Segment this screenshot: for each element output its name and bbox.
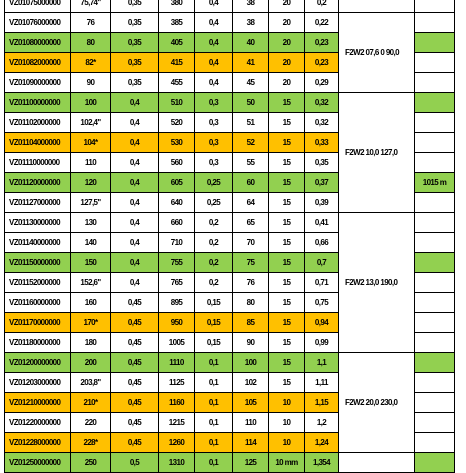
cell-price: 0,75 xyxy=(305,293,339,313)
cell-weight: 455 xyxy=(159,73,195,93)
cell-value: 110 xyxy=(233,413,269,433)
cell-tolerance: 0,1 xyxy=(195,393,233,413)
cell-code: VZ01250000000 xyxy=(5,453,71,473)
cell-price: 1,15 xyxy=(305,393,339,413)
side-cell xyxy=(415,353,455,373)
side-cell xyxy=(415,0,455,13)
cell-weight: 510 xyxy=(159,93,195,113)
cell-count: 15 xyxy=(269,313,305,333)
cell-weight: 1310 xyxy=(159,453,195,473)
cell-code: VZ01200000000 xyxy=(5,353,71,373)
cell-weight: 560 xyxy=(159,153,195,173)
table-row xyxy=(5,93,455,113)
cell-weight: 1005 xyxy=(159,333,195,353)
cell-code: VZ01180000000 xyxy=(5,333,71,353)
cell-value: 45 xyxy=(233,73,269,93)
cell-size: 220 xyxy=(71,413,111,433)
cell-thickness: 0,45 xyxy=(111,413,159,433)
cell-code: VZ01075000000 xyxy=(5,0,71,13)
cell-price: 0,32 xyxy=(305,93,339,113)
cell-value: 90 xyxy=(233,333,269,353)
cell-count: 15 xyxy=(269,213,305,233)
table-row xyxy=(5,13,455,33)
cell-count: 20 xyxy=(269,33,305,53)
cell-value: 85 xyxy=(233,313,269,333)
cell-count: 15 xyxy=(269,253,305,273)
cell-code: VZ01130000000 xyxy=(5,213,71,233)
cell-value: 55 xyxy=(233,153,269,173)
cell-price: 1,354 xyxy=(305,453,339,473)
cell-price: 0,23 xyxy=(305,33,339,53)
cell-tolerance: 0,3 xyxy=(195,153,233,173)
cell-size: 110 xyxy=(71,153,111,173)
cell-tolerance: 0,15 xyxy=(195,333,233,353)
cell-price: 0,33 xyxy=(305,133,339,153)
cell-thickness: 0,4 xyxy=(111,273,159,293)
cell-thickness: 0,4 xyxy=(111,153,159,173)
cell-size: 200 xyxy=(71,353,111,373)
cell-value: 38 xyxy=(233,13,269,33)
cell-count: 15 xyxy=(269,233,305,253)
cell-value: 105 xyxy=(233,393,269,413)
cell-thickness: 0,4 xyxy=(111,133,159,153)
cell-thickness: 0,35 xyxy=(111,33,159,53)
group-empty xyxy=(339,0,415,13)
cell-price: 0,99 xyxy=(305,333,339,353)
cell-size: 203,8" xyxy=(71,373,111,393)
cell-tolerance: 0,2 xyxy=(195,273,233,293)
cell-value: 51 xyxy=(233,113,269,133)
cell-size: 82* xyxy=(71,53,111,73)
cell-thickness: 0,45 xyxy=(111,353,159,373)
side-cell xyxy=(415,73,455,93)
table-row xyxy=(5,0,455,13)
cell-size: 140 xyxy=(71,233,111,253)
cell-count: 15 xyxy=(269,273,305,293)
cell-tolerance: 0,2 xyxy=(195,213,233,233)
cell-thickness: 0,5 xyxy=(111,453,159,473)
cell-price: 0,94 xyxy=(305,313,339,333)
cell-value: 75 xyxy=(233,253,269,273)
cell-thickness: 0,4 xyxy=(111,233,159,253)
cell-weight: 380 xyxy=(159,0,195,13)
cell-price: 0,37 xyxy=(305,173,339,193)
cell-size: 80 xyxy=(71,33,111,53)
cell-price: 0,71 xyxy=(305,273,339,293)
cell-tolerance: 0,1 xyxy=(195,353,233,373)
cell-size: 104* xyxy=(71,133,111,153)
cell-count: 15 xyxy=(269,353,305,373)
side-cell xyxy=(415,253,455,273)
cell-price: 0,41 xyxy=(305,213,339,233)
cell-value: 80 xyxy=(233,293,269,313)
cell-weight: 405 xyxy=(159,33,195,53)
side-cell xyxy=(415,93,455,113)
cell-size: 75,74" xyxy=(71,0,111,13)
cell-code: VZ01090000000 xyxy=(5,73,71,93)
cell-count: 20 xyxy=(269,0,305,13)
cell-price: 0,2 xyxy=(305,0,339,13)
cell-tolerance: 0,2 xyxy=(195,253,233,273)
side-cell xyxy=(415,193,455,213)
cell-value: 76 xyxy=(233,273,269,293)
cell-value: 50 xyxy=(233,93,269,113)
cell-size: 102,4" xyxy=(71,113,111,133)
cell-thickness: 0,45 xyxy=(111,433,159,453)
side-cell xyxy=(415,433,455,453)
cell-value: 114 xyxy=(233,433,269,453)
cell-code: VZ01140000000 xyxy=(5,233,71,253)
cell-tolerance: 0,1 xyxy=(195,373,233,393)
cell-value: 60 xyxy=(233,173,269,193)
cell-tolerance: 0,1 xyxy=(195,433,233,453)
cell-value: 38 xyxy=(233,0,269,13)
cell-size: 76 xyxy=(71,13,111,33)
cell-thickness: 0,45 xyxy=(111,333,159,353)
cell-code: VZ01100000000 xyxy=(5,93,71,113)
side-cell xyxy=(415,153,455,173)
cell-thickness: 0,45 xyxy=(111,293,159,313)
side-cell xyxy=(415,293,455,313)
side-cell xyxy=(415,313,455,333)
cell-count: 15 xyxy=(269,333,305,353)
cell-tolerance: 0,4 xyxy=(195,13,233,33)
side-cell xyxy=(415,273,455,293)
cell-tolerance: 0,15 xyxy=(195,293,233,313)
cell-price: 0,23 xyxy=(305,53,339,73)
cell-weight: 1260 xyxy=(159,433,195,453)
cell-count: 20 xyxy=(269,13,305,33)
table-body xyxy=(5,0,455,473)
cell-size: 152,6" xyxy=(71,273,111,293)
cell-price: 1,24 xyxy=(305,433,339,453)
cell-size: 170* xyxy=(71,313,111,333)
cell-tolerance: 0,15 xyxy=(195,313,233,333)
cell-tolerance: 0,4 xyxy=(195,73,233,93)
cell-code: VZ01082000000 xyxy=(5,53,71,73)
cell-code: VZ01150000000 xyxy=(5,253,71,273)
cell-code: VZ01110000000 xyxy=(5,153,71,173)
group-label: F2W2 20,0 230,0 xyxy=(339,353,415,453)
cell-value: 102 xyxy=(233,373,269,393)
cell-tolerance: 0,2 xyxy=(195,233,233,253)
side-cell xyxy=(415,13,455,33)
cell-count: 20 xyxy=(269,73,305,93)
cell-count: 10 xyxy=(269,393,305,413)
cell-tolerance: 0,4 xyxy=(195,33,233,53)
cell-size: 210* xyxy=(71,393,111,413)
cell-thickness: 0,45 xyxy=(111,393,159,413)
cell-tolerance: 0,4 xyxy=(195,0,233,13)
table-row xyxy=(5,213,455,233)
cell-price: 0,32 xyxy=(305,113,339,133)
cell-weight: 755 xyxy=(159,253,195,273)
cell-count: 15 xyxy=(269,93,305,113)
cell-count: 15 xyxy=(269,113,305,133)
side-cell xyxy=(415,213,455,233)
cell-price: 0,29 xyxy=(305,73,339,93)
product-table xyxy=(4,0,455,473)
side-cell xyxy=(415,133,455,153)
side-cell xyxy=(415,453,455,473)
cell-tolerance: 0,25 xyxy=(195,173,233,193)
cell-weight: 415 xyxy=(159,53,195,73)
cell-count: 10 xyxy=(269,433,305,453)
cell-thickness: 0,4 xyxy=(111,173,159,193)
cell-count: 10 xyxy=(269,413,305,433)
cell-value: 70 xyxy=(233,233,269,253)
cell-weight: 520 xyxy=(159,113,195,133)
cell-weight: 640 xyxy=(159,193,195,213)
group-empty xyxy=(339,453,415,473)
cell-tolerance: 0,3 xyxy=(195,93,233,113)
cell-price: 0,39 xyxy=(305,193,339,213)
cell-code: VZ01170000000 xyxy=(5,313,71,333)
cell-count: 20 xyxy=(269,53,305,73)
cell-code: VZ01127000000 xyxy=(5,193,71,213)
side-cell xyxy=(415,53,455,73)
group-label: F2W2 10,0 127,0 xyxy=(339,93,415,213)
cell-count: 15 xyxy=(269,173,305,193)
cell-code: VZ01220000000 xyxy=(5,413,71,433)
cell-tolerance: 0,3 xyxy=(195,133,233,153)
cell-value: 125 xyxy=(233,453,269,473)
cell-code: VZ01104000000 xyxy=(5,133,71,153)
cell-code: VZ01160000000 xyxy=(5,293,71,313)
side-cell xyxy=(415,33,455,53)
cell-thickness: 0,35 xyxy=(111,13,159,33)
cell-weight: 1110 xyxy=(159,353,195,373)
cell-tolerance: 0,25 xyxy=(195,193,233,213)
cell-code: VZ01076000000 xyxy=(5,13,71,33)
cell-thickness: 0,45 xyxy=(111,373,159,393)
cell-thickness: 0,35 xyxy=(111,73,159,93)
cell-count: 15 xyxy=(269,293,305,313)
side-cell xyxy=(415,373,455,393)
cell-code: VZ01203000000 xyxy=(5,373,71,393)
cell-price: 0,7 xyxy=(305,253,339,273)
cell-price: 0,35 xyxy=(305,153,339,173)
cell-thickness: 0,4 xyxy=(111,193,159,213)
cell-price: 0,22 xyxy=(305,13,339,33)
cell-count: 15 xyxy=(269,133,305,153)
cell-code: VZ01210000000 xyxy=(5,393,71,413)
table-row xyxy=(5,353,455,373)
cell-price: 1,1 xyxy=(305,353,339,373)
cell-value: 64 xyxy=(233,193,269,213)
cell-weight: 1160 xyxy=(159,393,195,413)
cell-thickness: 0,4 xyxy=(111,253,159,273)
cell-tolerance: 0,3 xyxy=(195,113,233,133)
cell-weight: 710 xyxy=(159,233,195,253)
cell-size: 250 xyxy=(71,453,111,473)
cell-tolerance: 0,1 xyxy=(195,453,233,473)
group-label: F2W2 13,0 190,0 xyxy=(339,213,415,353)
cell-thickness: 0,45 xyxy=(111,313,159,333)
cell-size: 130 xyxy=(71,213,111,233)
group-label: F2W2 07,6 0 90,0 xyxy=(339,13,415,93)
cell-price: 1,2 xyxy=(305,413,339,433)
cell-weight: 385 xyxy=(159,13,195,33)
cell-value: 65 xyxy=(233,213,269,233)
cell-weight: 605 xyxy=(159,173,195,193)
side-cell xyxy=(415,413,455,433)
side-cell: 1015 m xyxy=(415,173,455,193)
cell-weight: 660 xyxy=(159,213,195,233)
cell-code: VZ01102000000 xyxy=(5,113,71,133)
cell-thickness: 0,35 xyxy=(111,0,159,13)
cell-size: 160 xyxy=(71,293,111,313)
cell-thickness: 0,4 xyxy=(111,93,159,113)
cell-weight: 1215 xyxy=(159,413,195,433)
cell-size: 150 xyxy=(71,253,111,273)
cell-size: 228* xyxy=(71,433,111,453)
cell-size: 90 xyxy=(71,73,111,93)
side-cell xyxy=(415,233,455,253)
cell-weight: 1125 xyxy=(159,373,195,393)
cell-weight: 765 xyxy=(159,273,195,293)
cell-value: 41 xyxy=(233,53,269,73)
cell-size: 127,5" xyxy=(71,193,111,213)
cell-code: VZ01080000000 xyxy=(5,33,71,53)
cell-weight: 950 xyxy=(159,313,195,333)
cell-price: 0,66 xyxy=(305,233,339,253)
cell-size: 180 xyxy=(71,333,111,353)
table-row xyxy=(5,453,455,473)
cell-size: 120 xyxy=(71,173,111,193)
cell-code: VZ01152000000 xyxy=(5,273,71,293)
side-cell xyxy=(415,113,455,133)
cell-value: 52 xyxy=(233,133,269,153)
cell-thickness: 0,4 xyxy=(111,213,159,233)
cell-tolerance: 0,4 xyxy=(195,53,233,73)
cell-count: 15 xyxy=(269,153,305,173)
cell-thickness: 0,35 xyxy=(111,53,159,73)
side-cell xyxy=(415,333,455,353)
cell-code: VZ01120000000 xyxy=(5,173,71,193)
cell-count: 15 xyxy=(269,193,305,213)
cell-value: 100 xyxy=(233,353,269,373)
cell-thickness: 0,4 xyxy=(111,113,159,133)
cell-count: 15 xyxy=(269,373,305,393)
side-cell xyxy=(415,393,455,413)
cell-value: 40 xyxy=(233,33,269,53)
cell-size: 100 xyxy=(71,93,111,113)
cell-tolerance: 0,1 xyxy=(195,413,233,433)
cell-price: 1,11 xyxy=(305,373,339,393)
cell-code: VZ01228000000 xyxy=(5,433,71,453)
cell-count: 10 mm xyxy=(269,453,305,473)
cell-weight: 895 xyxy=(159,293,195,313)
cell-weight: 530 xyxy=(159,133,195,153)
